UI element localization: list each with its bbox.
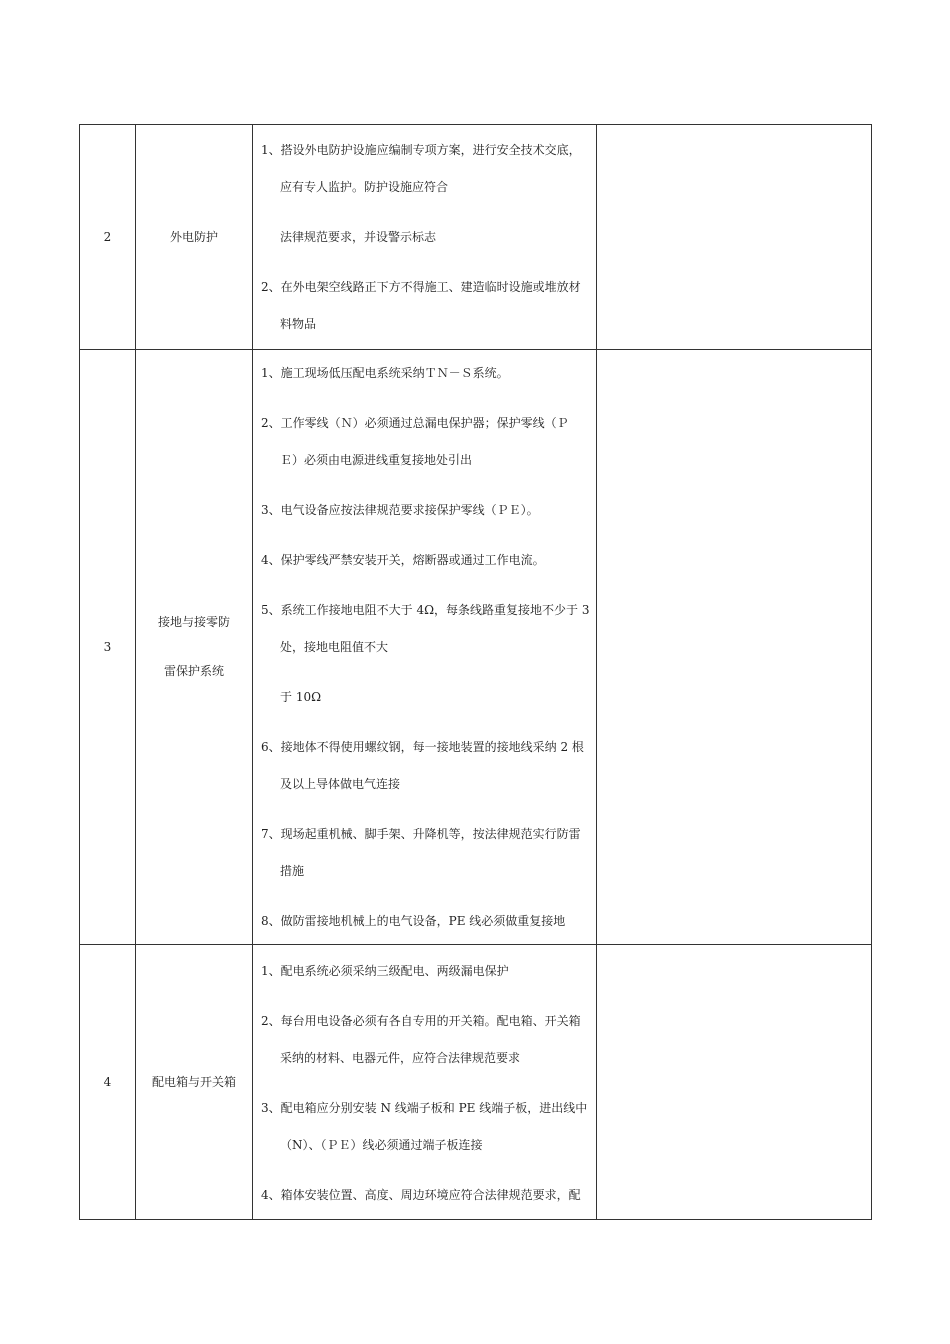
inspection-item-title-cell xyxy=(136,945,253,1220)
table-row xyxy=(80,350,872,945)
standard-line: 应有专人监护。防护设施应符合 xyxy=(280,179,449,194)
inspection-result-cell xyxy=(597,350,872,945)
line-spacer xyxy=(261,890,588,903)
standard-line: 5、系统工作接地电阻不大于 4Ω，每条线路重复接地不少于 3 xyxy=(261,602,590,617)
table-row xyxy=(80,945,872,1220)
line-spacer xyxy=(261,579,588,592)
standard-line: 7、现场起重机械、脚手架、升降机等，按法律规范实行防雷 xyxy=(261,826,581,841)
standard-line: 8、做防雷接地机械上的电气设备，PE 线必须做重复接地 xyxy=(261,913,566,928)
table-body xyxy=(80,125,872,1220)
safety-inspection-table xyxy=(79,124,872,1220)
standard-line: 4、保护零线严禁安装开关，熔断器或通过工作电流。 xyxy=(261,552,545,567)
standard-line: 采纳的材料、电器元件，应符合法律规范要求 xyxy=(280,1051,521,1065)
standard-list xyxy=(253,132,596,343)
line-spacer xyxy=(261,529,588,542)
standard-line: 法律规范要求，并设警示标志 xyxy=(280,229,437,244)
standard-line: 及以上导体做电气连接 xyxy=(280,776,401,791)
row-number-cell: 4 xyxy=(80,945,136,1220)
standard-line: 1、搭设外电防护设施应编制专项方案，进行安全技术交底， xyxy=(261,142,581,157)
line-spacer xyxy=(261,1077,588,1090)
inspection-result-cell xyxy=(597,945,872,1220)
standard-line: 2、每台用电设备必须有各自专用的开关箱。配电箱、开关箱 xyxy=(261,1014,581,1028)
standard-line: 措施 xyxy=(280,863,305,878)
row-number-cell: 3 xyxy=(80,350,136,945)
standard-line: 料物品 xyxy=(280,316,317,331)
standard-line: 6、接地体不得使用螺纹钢，每一接地装置的接地线采纳 2 根 xyxy=(261,739,584,754)
standard-line: 1、配电系统必须采纳三级配电、两级漏电保护 xyxy=(261,964,509,978)
line-spacer xyxy=(261,666,588,679)
inspection-item-title: 配电箱与开关箱 xyxy=(151,1074,236,1089)
inspection-standard-cell xyxy=(253,125,597,350)
standard-line: 3、电气设备应按法律规范要求接保护零线（ＰＥ）。 xyxy=(261,502,539,517)
line-spacer xyxy=(261,803,588,816)
standard-line: （N）、（ＰＥ）线必须通过端子板连接 xyxy=(280,1138,483,1152)
inspection-item-title: 雷保护系统 xyxy=(163,664,224,678)
standard-line: 4、箱体安装位置、高度、周边环境应符合法律规范要求，配 xyxy=(261,1188,581,1202)
inspection-item-title: 接地与接零防 xyxy=(157,615,230,629)
inspection-item-title: 外电防护 xyxy=(169,229,218,244)
line-spacer xyxy=(261,392,588,405)
inspection-item-title-cell xyxy=(136,350,253,945)
inspection-result-cell xyxy=(597,125,872,350)
standard-line: 处，接地电阻值不大 xyxy=(280,639,389,654)
line-spacer xyxy=(261,1164,588,1177)
line-spacer xyxy=(261,206,588,219)
line-spacer xyxy=(261,990,588,1003)
standard-line: 1、施工现场低压配电系统采纳ＴＮ－Ｓ系统。 xyxy=(261,365,509,380)
standard-line: 于 10Ω xyxy=(280,689,322,704)
row-number-cell: 2 xyxy=(80,125,136,350)
inspection-standard-cell xyxy=(253,945,597,1220)
line-spacer xyxy=(261,479,588,492)
inspection-standard-cell xyxy=(253,350,597,945)
line-spacer xyxy=(261,256,588,269)
standard-line: Ｅ）必须由电源进线重复接地处引出 xyxy=(280,452,473,467)
inspection-item-title-cell xyxy=(136,125,253,350)
table-row xyxy=(80,125,872,350)
standard-line: 2、工作零线（Ｎ）必须通过总漏电保护器；保护零线（Ｐ xyxy=(261,415,569,430)
standard-line: 3、配电箱应分别安装 N 线端子板和 PE 线端子板，进出线中 xyxy=(261,1101,588,1115)
standard-list xyxy=(253,945,596,1214)
line-spacer xyxy=(261,716,588,729)
standard-line: 2、在外电架空线路正下方不得施工、建造临时设施或堆放材 xyxy=(261,279,581,294)
inspection-table-sheet xyxy=(79,124,871,1220)
standard-list xyxy=(253,355,596,940)
